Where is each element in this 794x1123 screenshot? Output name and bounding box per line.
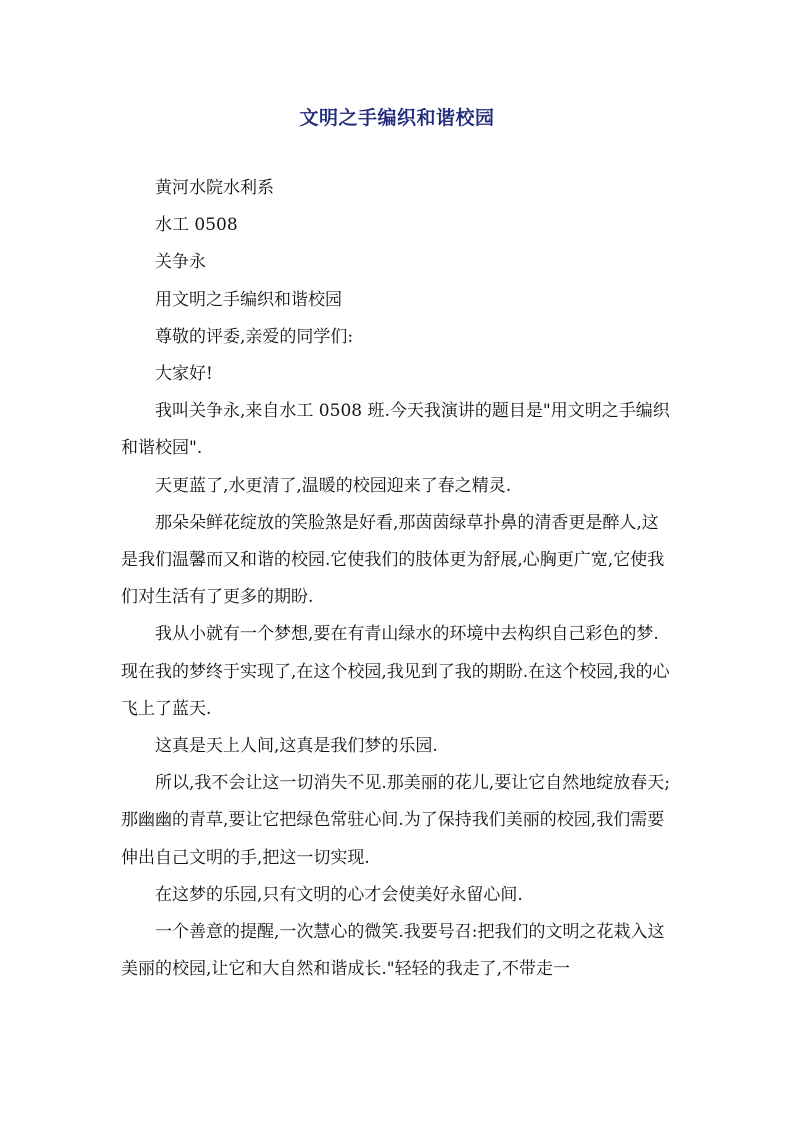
paragraph-civilized-heart: 在这梦的乐园,只有文明的心才会使美好永留心间. <box>155 884 523 905</box>
paragraph-class: 水工 0508 <box>155 215 238 236</box>
document-title: 文明之手编织和谐校园 <box>299 107 495 129</box>
paragraph-paradise: 这真是天上人间,这真是我们梦的乐园. <box>155 736 438 757</box>
paragraph-campus-beauty: 那朵朵鲜花绽放的笑脸煞是好看,那茵茵绿草扑鼻的清香更是醉人,这是我们温馨而又和谐的校园.它使我们的肢体更为舒展,心胸更广宽,它使我们对生活有了更多的期盼. <box>121 512 665 608</box>
paragraph-greeting: 大家好! <box>155 364 213 385</box>
paragraph-spring: 天更蓝了,水更清了,温暖的校园迎来了春之精灵. <box>155 475 512 496</box>
paragraph-introduction: 我叫关争永,来自水工 0508 班.今天我演讲的题目是"用文明之手编织和谐校园". <box>121 401 670 459</box>
paragraph-department: 黄河水院水利系 <box>155 178 274 198</box>
paragraph-dream: 我从小就有一个梦想,要在有青山绿水的环境中去构织自己彩色的梦.现在我的梦终于实现了,在这个校园,我见到了我的期盼.在这个校园,我的心飞上了蓝天. <box>121 624 670 719</box>
paragraph-protect: 所以,我不会让这一切消失不见.那美丽的花儿,要让它自然地绽放春天;那幽幽的青草,要让它把绿色常驻心间.为了保持我们美丽的校园,我们需要伸出自己文明的手,把这一切实现. <box>121 773 670 868</box>
paragraph-author: 关争永 <box>155 252 206 273</box>
paragraph-salutation: 尊敬的评委,亲爱的同学们: <box>155 326 354 347</box>
paragraph-call: 一个善意的提醒,一次慧心的微笑.我要号召:把我们的文明之花栽入这美丽的校园,让它和大自然和谐成长."轻轻的我走了,不带走一 <box>121 922 665 980</box>
document-body <box>121 170 673 988</box>
paragraph-speech-title: 用文明之手编织和谐校园 <box>155 289 342 310</box>
